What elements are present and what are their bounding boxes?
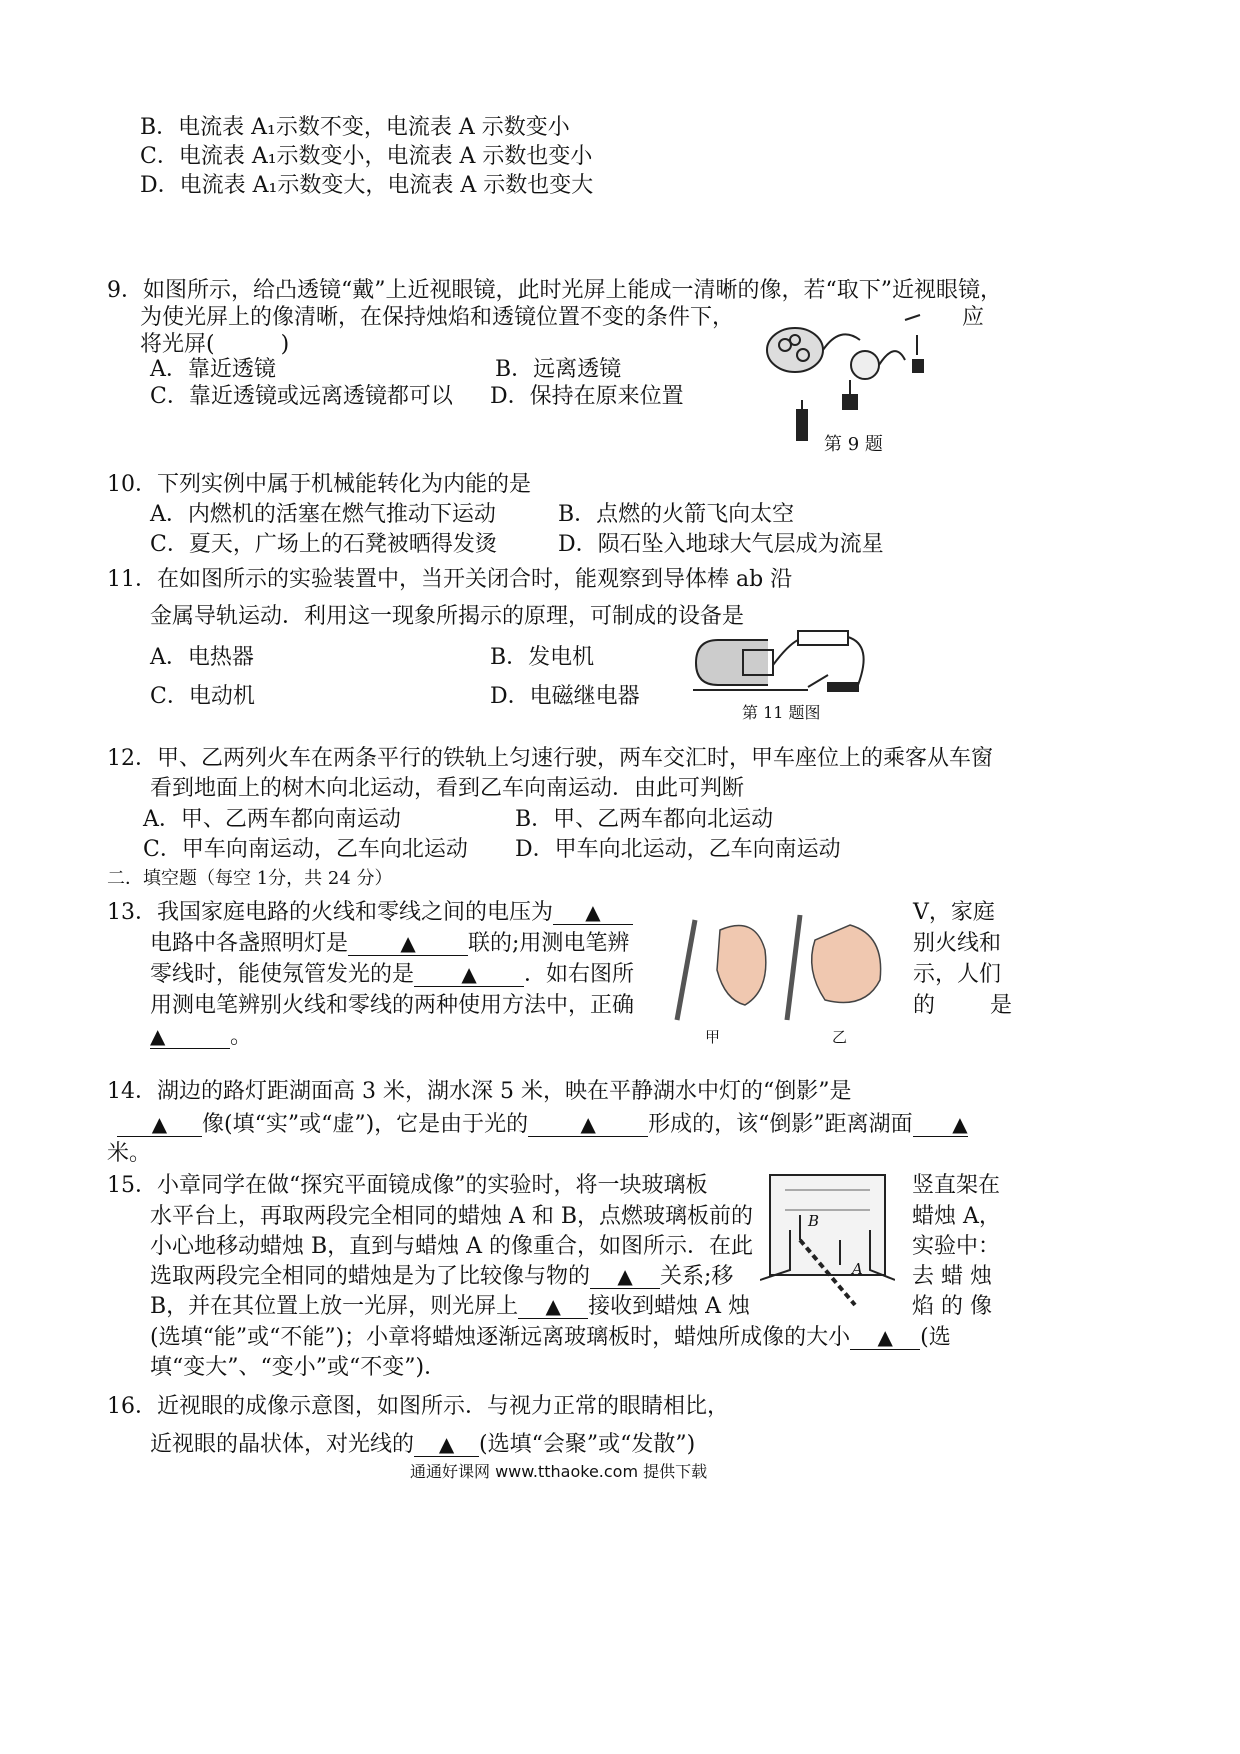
q15-mirror-figure — [760, 1170, 895, 1310]
blank-marker: ▲ — [545, 1294, 561, 1318]
q11-option-a[interactable]: A．电热器 — [150, 645, 254, 670]
q14-blank-3[interactable] — [913, 1114, 968, 1137]
q9-option-a[interactable]: A．靠近透镜 — [150, 357, 276, 382]
q15-line-b-end: 蜡烛 A， — [912, 1204, 1001, 1229]
q13-text-a: 13．我国家庭电路的火线和零线之间的电压为 — [107, 900, 553, 925]
q15-line-d — [150, 1259, 733, 1290]
q9-option-b[interactable]: B．远离透镜 — [495, 357, 622, 382]
q12-stem-line2: 看到地面上的树木向北运动，看到乙车向南运动．由此可判断 — [150, 776, 745, 801]
q8-option-c[interactable]: C．电流表 A₁示数变小，电流表 A 示数也变小 — [140, 144, 593, 169]
q15-line-g: 填“变大”、“变小”或“不变”)． — [150, 1355, 447, 1380]
q12-option-a[interactable]: A．甲、乙两车都向南运动 — [143, 807, 401, 832]
q11-option-c[interactable]: C．电动机 — [150, 684, 255, 709]
q15-line-c: 小心地移动蜡烛 B，直到与蜡烛 A 的像重合，如图所示．在此 — [150, 1234, 754, 1259]
blank-marker: ▲ — [585, 900, 601, 924]
q13-line-c-end: 示，人们 — [913, 962, 1002, 987]
q13-line-d-end1: 的 — [913, 993, 936, 1018]
q9-figure-caption: 第 9 题 — [824, 434, 883, 455]
q13-test-pen-figure — [665, 910, 890, 1030]
q15-line-a-end: 竖直架在 — [912, 1173, 1001, 1198]
q15-line-e — [150, 1289, 750, 1320]
q10-option-d[interactable]: D．陨石坠入地球大气层成为流星 — [558, 532, 884, 557]
q15-text-d2: 关系;移 — [660, 1264, 734, 1289]
q13-text-c: 零线时，能使氖管发光的是 — [150, 962, 415, 987]
q9-stem-line1: 9．如图所示，给凸透镜“戴”上近视眼镜，此时光屏上能成一清晰的像，若“取下”近视眼镜， — [107, 278, 1002, 303]
q10-option-c[interactable]: C．夏天，广场上的石凳被晒得发烫 — [150, 532, 497, 557]
q15-blank-1[interactable] — [590, 1266, 660, 1289]
q8-option-b[interactable]: B．电流表 A₁示数不变，电流表 A 示数变小 — [140, 115, 570, 140]
q14-text-p2: 形成的，该“倒影”距离湖面 — [648, 1112, 913, 1137]
q11-option-d[interactable]: D．电磁继电器 — [490, 684, 640, 709]
q13-line-d: 用测电笔辨别火线和零线的两种使用方法中，正确 — [150, 993, 635, 1018]
q13-blank-1[interactable] — [553, 902, 633, 925]
q9-stem-line2-end: 应 — [962, 305, 985, 330]
q13-line-a-end: V，家庭 — [913, 900, 995, 925]
q15-text-f2: (选 — [920, 1325, 951, 1350]
q12-option-b[interactable]: B．甲、乙两车都向北运动 — [515, 807, 774, 832]
q15-blank-2[interactable] — [518, 1296, 588, 1319]
q14-blank-2[interactable] — [528, 1114, 648, 1137]
q8-option-d[interactable]: D．电流表 A₁示数变大，电流表 A 示数也变大 — [140, 173, 594, 198]
q12-option-c[interactable]: C．甲车向南运动，乙车向北运动 — [143, 837, 468, 862]
q15-figure-label-b: B — [808, 1212, 820, 1230]
blank-marker: ▲ — [150, 1024, 166, 1048]
q14-blank-1[interactable] — [117, 1114, 202, 1137]
q10-stem: 10．下列实例中属于机械能转化为内能的是 — [107, 472, 531, 497]
q15-line-d-end: 去 蜡 烛 — [912, 1264, 992, 1289]
q15-text-e2: 接收到蜡烛 A 烛 — [588, 1294, 751, 1319]
q13-text-b2: 联的;用测电笔辨 — [468, 931, 630, 956]
q13-label-right: 乙 — [832, 1028, 848, 1046]
q9-option-d[interactable]: D．保持在原来位置 — [490, 384, 684, 409]
q10-option-b[interactable]: B．点燃的火箭飞向太空 — [558, 502, 795, 527]
q14-line2 — [117, 1107, 968, 1138]
q9-stem-line2: 为使光屏上的像清晰，在保持烛焰和透镜位置不变的条件下， — [140, 305, 735, 330]
q15-line-b: 水平台上，再取两段完全相同的蜡烛 A 和 B，点燃玻璃板前的 — [150, 1204, 754, 1229]
blank-marker: ▲ — [461, 962, 477, 986]
q14-line3: 米。 — [107, 1141, 152, 1166]
q15-line-a: 15．小章同学在做“探究平面镜成像”的实验时，将一块玻璃板 — [107, 1173, 708, 1198]
q13-line-e — [150, 1019, 252, 1050]
q13-line-b-end: 别火线和 — [913, 931, 1002, 956]
q13-line-a — [107, 895, 633, 926]
q11-stem-line2: 金属导轨运动．利用这一现象所揭示的原理，可制成的设备是 — [150, 604, 745, 629]
blank-marker: ▲ — [438, 1432, 455, 1456]
q15-text-e: B，并在其位置上放一光屏，则光屏上 — [150, 1294, 519, 1319]
q12-stem-line1: 12．甲、乙两列火车在两条平行的铁轨上匀速行驶，两车交汇时，甲车座位上的乘客从车窗 — [107, 746, 993, 771]
q11-figure-caption: 第 11 题图 — [742, 703, 821, 722]
q13-blank-4[interactable] — [150, 1026, 230, 1049]
blank-marker: ▲ — [952, 1112, 968, 1136]
page-footer: 通通好课网 www.tthaoke.com 提供下载 — [410, 1462, 708, 1481]
q16-text-line2b: (选填“会聚”或“发散”) — [479, 1432, 696, 1457]
blank-marker: ▲ — [617, 1264, 633, 1288]
q16-text-line2: 近视眼的晶状体，对光线的 — [150, 1432, 415, 1457]
blank-marker: ▲ — [400, 931, 416, 955]
q9-option-c[interactable]: C．靠近透镜或远离透镜都可以 — [150, 384, 453, 409]
q15-text-f: (选填“能”或“不能”)；小章将蜡烛逐渐远离玻璃板时，蜡烛所成像的大小 — [150, 1325, 851, 1350]
q13-text-e2: 。 — [230, 1024, 253, 1049]
blank-marker: ▲ — [877, 1325, 893, 1349]
section-2-header: 二．填空题（每空 1分，共 24 分） — [107, 868, 393, 889]
q11-option-b[interactable]: B．发电机 — [490, 645, 595, 670]
q14-line1: 14．湖边的路灯距湖面高 3 米，湖水深 5 米，映在平静湖水中灯的“倒影”是 — [107, 1079, 852, 1104]
q11-stem-line1: 11．在如图所示的实验装置中，当开关闭合时，能观察到导体棒 ab 沿 — [107, 567, 793, 592]
q11-motor-figure — [688, 625, 883, 700]
q13-line-c — [150, 957, 634, 988]
q12-option-d[interactable]: D．甲车向北运动，乙车向南运动 — [515, 837, 841, 862]
q15-line-f — [150, 1320, 951, 1351]
q15-blank-3[interactable] — [850, 1327, 920, 1350]
q13-blank-3[interactable] — [414, 964, 524, 987]
q14-text-p1: 像(填“实”或“虚”)，它是由于光的 — [202, 1112, 529, 1137]
q13-text-c2: ．如右图所 — [524, 962, 635, 987]
q15-figure-label-a: A — [852, 1260, 863, 1278]
q13-label-left: 甲 — [705, 1028, 721, 1046]
q15-line-e-end: 焰 的 像 — [912, 1294, 992, 1319]
q16-blank-1[interactable] — [414, 1434, 479, 1457]
q16-line1: 16．近视眼的成像示意图，如图所示．与视力正常的眼睛相比， — [107, 1394, 729, 1419]
q15-line-c-end: 实验中： — [912, 1234, 1001, 1259]
q13-line-b — [150, 926, 629, 957]
q13-blank-2[interactable] — [348, 933, 468, 956]
q13-text-b: 电路中各盏照明灯是 — [150, 931, 349, 956]
q10-option-a[interactable]: A．内燃机的活塞在燃气推动下运动 — [150, 502, 496, 527]
q15-text-d: 选取两段完全相同的蜡烛是为了比较像与物的 — [150, 1264, 591, 1289]
q9-stem-line3: 将光屏( ) — [140, 332, 290, 357]
blank-marker: ▲ — [580, 1112, 596, 1136]
q13-line-d-end2: 是 — [990, 993, 1013, 1018]
q16-line2 — [150, 1427, 695, 1458]
blank-marker: ▲ — [151, 1112, 168, 1136]
